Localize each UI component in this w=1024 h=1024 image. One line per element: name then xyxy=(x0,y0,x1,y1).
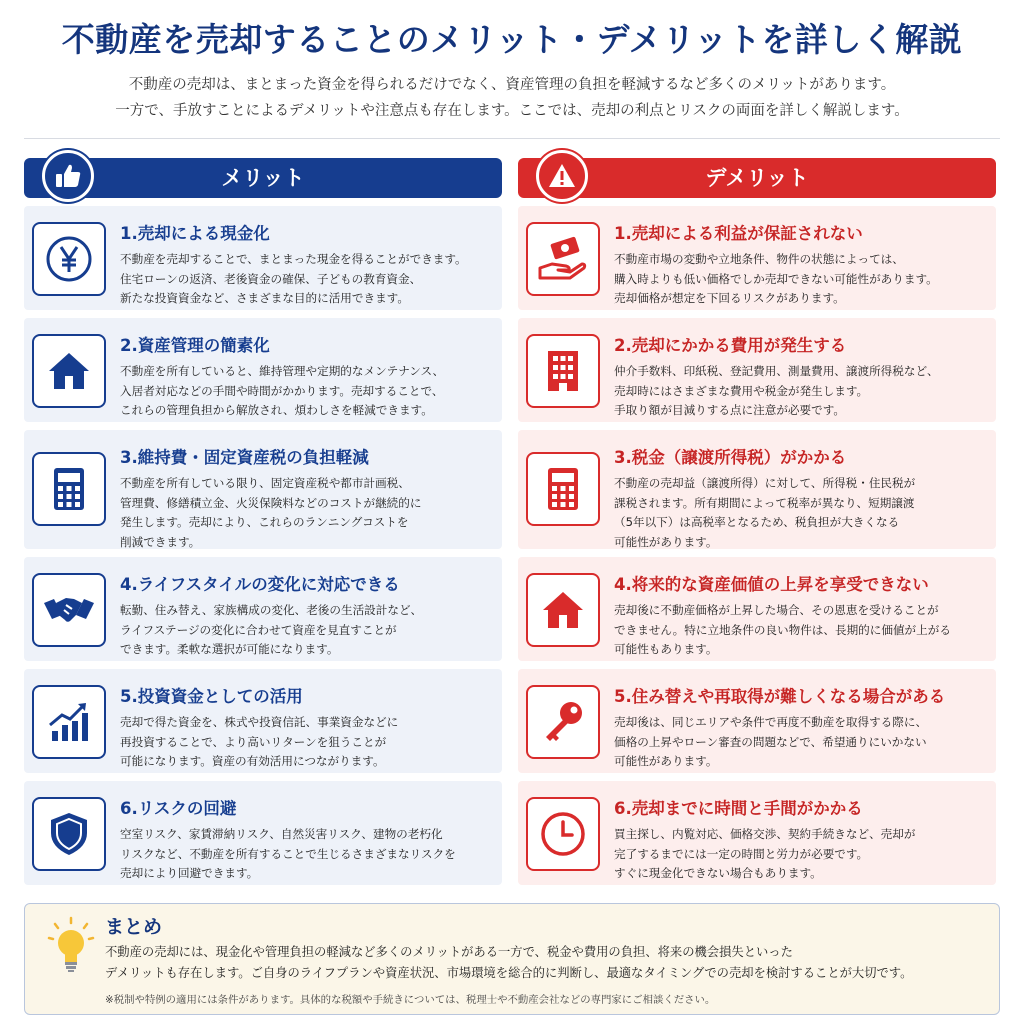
house-icon xyxy=(526,573,600,647)
demerit-column xyxy=(518,158,996,893)
merit-card xyxy=(24,669,502,773)
card-text: 不動産を所有している限り、固定資産税や都市計画税、 管理費、修繕積立金、火災保険料などのコストが継続的に 発生します。売却により、これらのランニングコストを 削減できます。 xyxy=(120,476,422,549)
demerit-card xyxy=(518,557,996,661)
merit-card xyxy=(24,557,502,661)
card-text: 不動産を売却することで、まとまった現金を得ることができます。 住宅ローンの返済、老後資金の確保、子どもの教育資金、 新たな投資資金など、さまざまな目的に活用できます。 xyxy=(120,252,467,305)
shield-icon xyxy=(32,797,106,871)
merit-card xyxy=(24,781,502,885)
merit-card xyxy=(24,318,502,422)
card-text: 空室リスク、家賃滞納リスク、自然災害リスク、建物の老朽化 リスクなど、不動産を所有することで生じるさまざまなリスクを 売却により回避できます。 xyxy=(120,827,456,880)
card-title: 3.維持費・固定資産税の負担軽減 xyxy=(120,448,369,467)
handshake-icon xyxy=(32,573,106,647)
card-title: 6.売却までに時間と手間がかかる xyxy=(614,799,863,818)
intro-text xyxy=(30,72,994,124)
merit-column xyxy=(24,158,502,893)
page-title: 不動産を売却することのメリット・デメリットを詳しく解説 xyxy=(61,20,963,59)
building-icon xyxy=(526,334,600,408)
merit-card xyxy=(24,206,502,310)
merit-header xyxy=(24,158,502,198)
intro-line: 一方で、手放すことによるデメリットや注意点も存在します。ここでは、売却の利点とリスクの両面を詳しく解説します。 xyxy=(115,103,909,119)
card-text: 仲介手数料、印紙税、登記費用、測量費用、譲渡所得税など、 売却時にはさまざまな費用や税金が発生します。 手取り額が目減りする点に注意が必要です。 xyxy=(614,364,939,417)
key-icon xyxy=(526,685,600,759)
divider xyxy=(24,138,1000,139)
card-text: 買主探し、内覧対応、価格交渉、契約手続きなど、売却が 完了するまでには一定の時間と労力が必要です。 すぐに現金化できない場合もあります。 xyxy=(614,827,916,880)
calculator-icon xyxy=(526,452,600,526)
merit-card xyxy=(24,430,502,549)
growth-chart-icon xyxy=(32,685,106,759)
card-title: 2.資産管理の簡素化 xyxy=(120,336,270,355)
demerit-card xyxy=(518,318,996,422)
card-title: 5.投資資金としての活用 xyxy=(120,687,303,706)
demerit-heading: デメリット xyxy=(705,166,809,190)
merit-heading: メリット xyxy=(221,166,305,190)
card-text: 不動産の売却益（譲渡所得）に対して、所得税・住民税が 課税されます。所有期間によって税率が異なり、短期譲渡 （5年以下）は高税率となるため、税負担が大きくなる 可能性があります。 xyxy=(614,476,916,549)
summary-note: ※税制や特例の適用には条件があります。具体的な税額や手続きについては、税理士や不動産会社などの専門家にご相談ください。 xyxy=(105,994,716,1006)
card-title: 5.住み替えや再取得が難しくなる場合がある xyxy=(614,687,946,706)
card-title: 6.リスクの回避 xyxy=(120,799,237,818)
card-title: 1.売却による利益が保証されない xyxy=(614,224,863,243)
card-title: 4.将来的な資産価値の上昇を享受できない xyxy=(614,575,929,594)
card-text: 売却後は、同じエリアや条件で再度不動産を取得する際に、 価格の上昇やローン審査の問題などで、希望通りにいかない 可能性があります。 xyxy=(614,715,928,768)
card-title: 1.売却による現金化 xyxy=(120,224,270,243)
demerit-card xyxy=(518,669,996,773)
demerit-card xyxy=(518,206,996,310)
lightbulb-icon xyxy=(41,916,101,976)
card-text: 売却後に不動産価格が上昇した場合、その恩恵を受けることが できません。特に立地条件の良い物件は、長期的に価値が上がる 可能性もあります。 xyxy=(614,603,951,656)
card-text: 売却で得た資金を、株式や投資信託、事業資金などに 再投資することで、より高いリターンを狙うことが 可能になります。資産の有効活用につながります。 xyxy=(120,715,399,768)
demerit-header xyxy=(518,158,996,198)
clock-icon xyxy=(526,797,600,871)
card-title: 4.ライフスタイルの変化に対応できる xyxy=(120,575,400,594)
card-text: 不動産を所有していると、維持管理や定期的なメンテナンス、 入居者対応などの手間や時間がかかります。売却することで、 これらの管理負担から解放され、煩わしさを軽減できます。 xyxy=(120,364,445,417)
yen-icon xyxy=(32,222,106,296)
card-title: 2.売却にかかる費用が発生する xyxy=(614,336,847,355)
demerit-card xyxy=(518,781,996,885)
thumbs-up-icon xyxy=(42,150,94,202)
warning-icon xyxy=(536,150,588,202)
card-text: 不動産市場の変動や立地条件、物件の状態によっては、 購入時よりも低い価格でしか売却できない可能性があります。 売却価格が想定を下回るリスクがあります。 xyxy=(614,252,938,305)
summary-text: 不動産の売却には、現金化や管理負担の軽減など多くのメリットがある一方で、税金や費用の負担、将来の機会損失といった デメリットも存在します。ご自身のライフプランや資産状況、市場環境を総合的に判断し、最適なタイミングでの売却を検討することが大切です。 xyxy=(105,945,913,980)
card-text: 転勤、住み替え、家族構成の変化、老後の生活設計など、 ライフステージの変化に合わせて資産を見直すことが できます。柔軟な選択が可能になります。 xyxy=(120,603,423,656)
calculator-icon xyxy=(32,452,106,526)
summary-title: まとめ xyxy=(105,916,163,938)
card-title: 3.税金（譲渡所得税）がかかる xyxy=(614,448,847,467)
money-hand-icon xyxy=(526,222,600,296)
house-icon xyxy=(32,334,106,408)
intro-line: 不動産の売却は、まとまった資金を得られるだけでなく、資産管理の負担を軽減するなど多くのメリットがあります。 xyxy=(128,77,896,93)
demerit-card xyxy=(518,430,996,549)
summary-box xyxy=(24,903,1000,1015)
